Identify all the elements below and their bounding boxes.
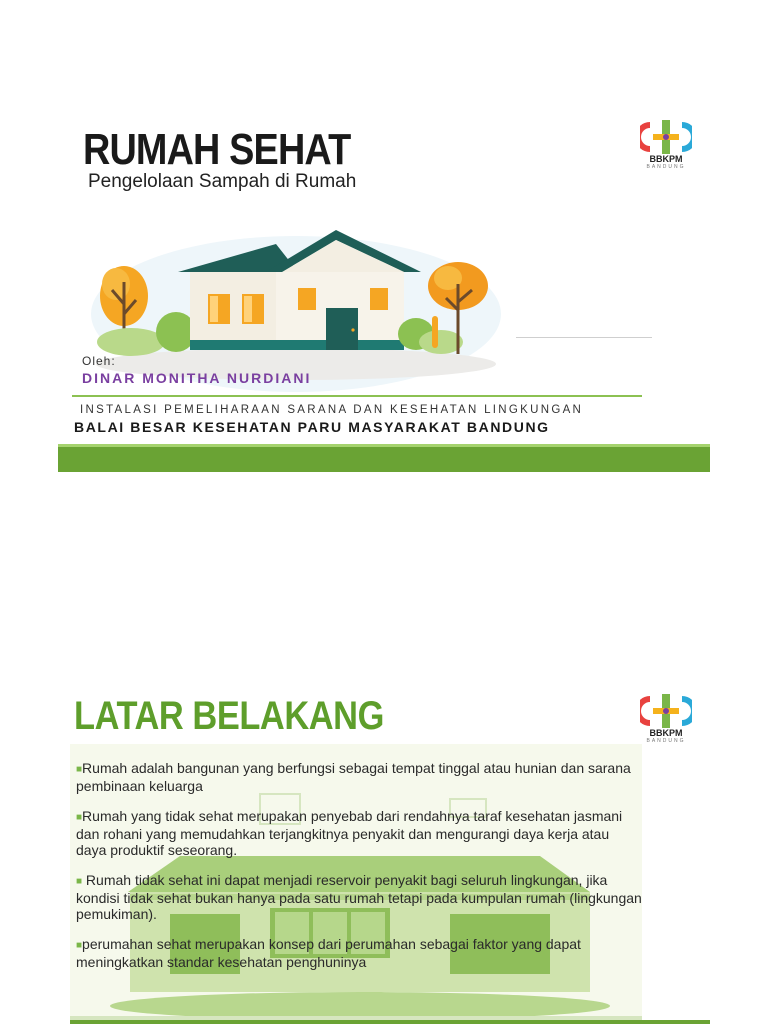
bullet-text: Rumah adalah bangunan yang berfungsi sebagai tempat tinggal atau hunian dan sarana pembinaan keluarga xyxy=(76,760,631,794)
divider xyxy=(72,395,642,397)
bullet-icon: ■ xyxy=(76,940,83,951)
bullet-list xyxy=(76,760,642,984)
footer-band xyxy=(58,447,710,472)
logo-mark-icon xyxy=(640,120,692,154)
content-panel xyxy=(70,744,642,1024)
logo-mark-icon xyxy=(640,694,692,728)
list-item xyxy=(76,808,642,858)
footer-line xyxy=(70,1020,710,1024)
house-illustration xyxy=(86,204,506,394)
decorative-line xyxy=(516,337,652,338)
department-name: INSTALASI PEMELIHARAAN SARANA DAN KESEHATAN LINGKUNGAN xyxy=(80,404,584,416)
side-margin xyxy=(642,744,710,1024)
slide-title: RUMAH SEHAT xyxy=(83,125,351,174)
title-slide xyxy=(58,98,710,472)
logo-subtext: BANDUNG xyxy=(646,164,686,170)
logo-text: BBKPM xyxy=(649,728,683,738)
bullet-icon: ■ xyxy=(76,764,83,775)
bullet-text: perumahan sehat merupakan konsep dari perumahan sebagai faktor yang dapat meningkatkan standar kesehatan penghuninya xyxy=(76,936,581,970)
slide-title: LATAR BELAKANG xyxy=(74,694,384,738)
bullet-text: Rumah tidak sehat ini dapat menjadi reservoir penyakit bagi seluruh lingkungan, jika kondisi tidak sehat bukan hanya pada satu rumah tetapi pada kumpulan rumah (lingkungan pemukiman). xyxy=(76,872,642,922)
list-item xyxy=(76,760,642,794)
background-slide xyxy=(58,672,710,1024)
author-name: DINAR MONITHA NURDIANI xyxy=(82,370,312,386)
logo-text: BBKPM xyxy=(649,154,683,164)
list-item xyxy=(76,872,642,922)
slide-subtitle: Pengelolaan Sampah di Rumah xyxy=(88,171,357,192)
by-label: Oleh: xyxy=(82,354,116,368)
institution-name: BALAI BESAR KESEHATAN PARU MASYARAKAT BANDUNG xyxy=(74,419,550,435)
bullet-icon: ■ xyxy=(76,812,83,823)
list-item xyxy=(76,936,642,970)
logo-subtext: BANDUNG xyxy=(646,738,686,744)
bullet-text: Rumah yang tidak sehat merupakan penyebab dari rendahnya taraf kesehatan jasmani dan rohani yang memudahkan terjangkitnya penyakit dan mengurangi daya kerja atau daya produktif seseorang. xyxy=(76,808,623,858)
bbkpm-logo xyxy=(640,120,700,180)
bullet-icon: ■ xyxy=(76,876,83,887)
